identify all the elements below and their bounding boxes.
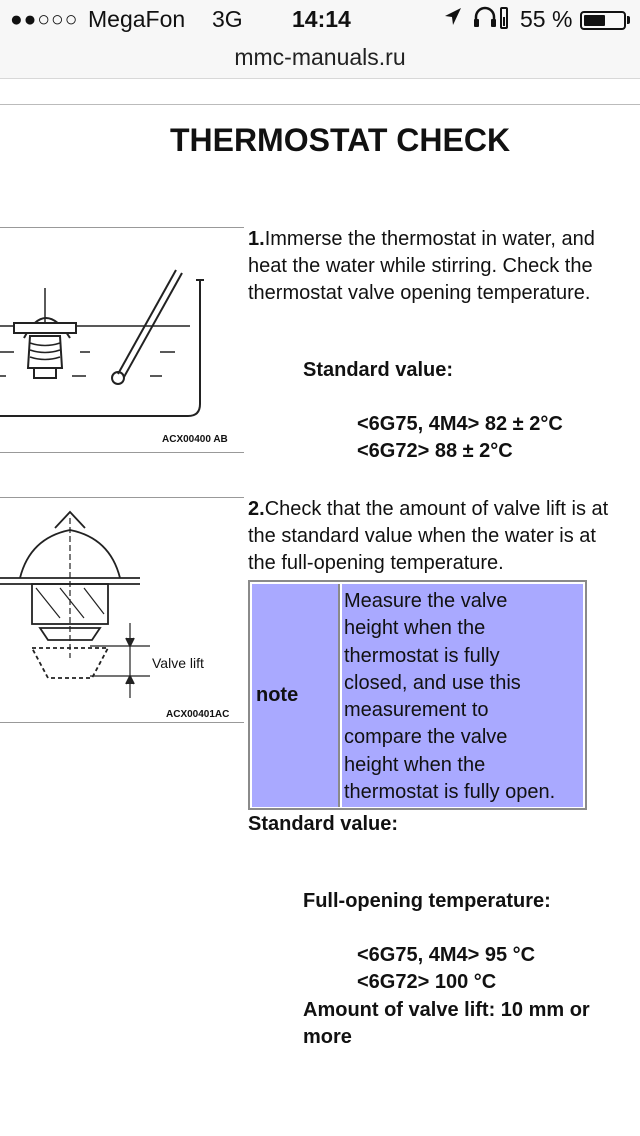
figure1-bottom-border [0,452,244,453]
step2-line-2: the standard value when the water is at [248,525,596,547]
note-line: height when the [344,753,486,776]
step2-line-1: 2.Check that the amount of valve lift is at [248,498,609,520]
note-line: height when the [344,617,486,640]
step2-number: 2. [248,498,265,520]
signal-strength-icon: ●●○○○ [10,8,79,31]
note-line: measurement to [344,699,489,722]
note-line: compare the valve [344,726,508,749]
top-divider [0,104,640,105]
note-label: note [256,684,299,706]
carrier-name: MegaFon [88,6,186,32]
network-type: 3G [212,6,243,32]
step1-line-2: heat the water while stirring. Check the [248,255,593,277]
step2-value-2: <6G72> 100 °C [357,971,497,993]
url-bar[interactable] [0,40,640,79]
step1-line-1: 1.Immerse the thermostat in water, and [248,228,595,250]
step2-line-3: the full-opening temperature. [248,552,504,574]
status-bar [0,0,640,40]
step2-standard-label: Standard value: [248,813,399,835]
note-line: closed, and use this [344,671,521,694]
url-text[interactable]: mmc-manuals.ru [234,44,406,70]
step1-value-1: <6G75, 4M4> 82 ± 2°C [357,413,563,435]
note-line: thermostat is fully open. [344,781,556,804]
battery-icon [580,11,626,30]
location-arrow-icon [443,6,463,34]
step1-number: 1. [248,228,265,250]
figure1-caption: ACX00400 AB [162,434,228,445]
valve-lift-label: Valve lift [152,655,204,671]
note-text-cell [342,584,583,807]
battery-level-fill [584,15,605,26]
valve-lift-line-1: Amount of valve lift: 10 mm or [303,999,590,1021]
valve-lift-line-2: more [303,1026,352,1048]
figure2-bottom-border [0,722,244,723]
status-time: 14:14 [292,6,351,32]
step1-standard-label: Standard value: [303,359,454,381]
full-opening-label: Full-opening temperature: [303,890,551,912]
note-label-cell [252,584,340,807]
page-title: THERMOSTAT CHECK [169,122,511,158]
step1-line-3: thermostat valve opening temperature. [248,282,591,304]
valve-lift-figure [0,498,244,720]
note-line: Measure the valve [344,590,508,612]
figure2-caption: ACX00401AC [166,709,230,720]
note-box [248,580,587,810]
headphones-icon [473,6,509,36]
step1-value-2: <6G72> 88 ± 2°C [357,440,513,462]
step2-value-1: <6G75, 4M4> 95 °C [357,944,536,966]
note-line: thermostat is fully [344,644,500,667]
battery-percent: 55 % [520,6,573,32]
battery-tip [627,16,630,24]
thermostat-in-water-figure [0,228,244,450]
